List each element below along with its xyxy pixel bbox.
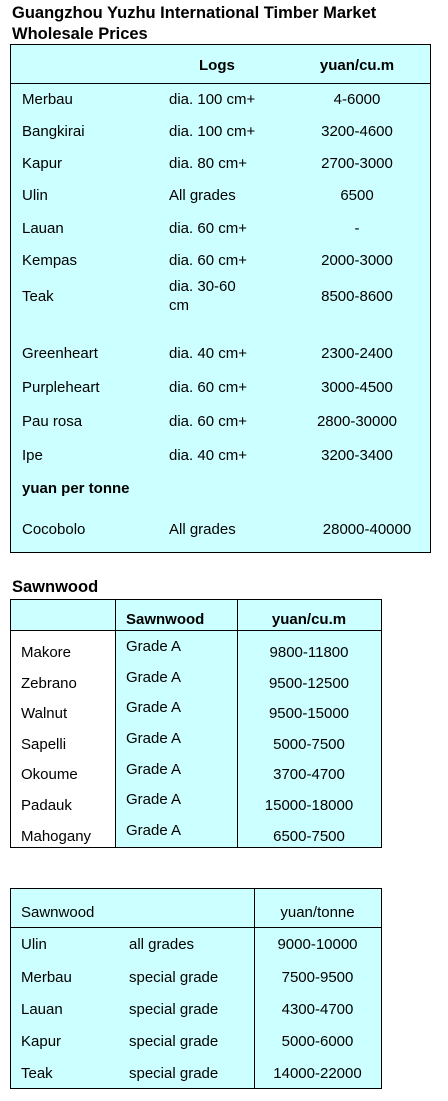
species-name: Pau rosa [22, 413, 83, 430]
species-name: Ipe [22, 447, 43, 464]
tonne-header-unit: yuan/tonne [280, 904, 355, 921]
price-range: 5000-7500 [273, 736, 345, 753]
log-size: dia. 100 cm+ [169, 123, 256, 140]
price-range: 6500-7500 [273, 828, 345, 845]
species-name: Cocobolo [22, 521, 86, 538]
species-name: Kapur [21, 1033, 62, 1050]
species-name: Lauan [21, 1001, 63, 1018]
species-name: Purpleheart [22, 379, 100, 396]
price-range: 14000-22000 [273, 1065, 362, 1082]
grade: Grade A [126, 699, 182, 716]
grade: special grade [129, 1033, 219, 1050]
species-name: Sapelli [21, 736, 67, 753]
sawnwood-header-grade: Sawnwood [126, 611, 205, 628]
tonne-header-label: Sawnwood [21, 904, 95, 921]
sawnwood-tonne-table [10, 888, 382, 1089]
price-range: 2700-3000 [321, 155, 393, 172]
log-size: dia. 60 cm+ [169, 413, 247, 430]
tonne-border-right [381, 888, 382, 1089]
sawnwood-table [10, 599, 382, 849]
price-range: 6500 [340, 187, 374, 204]
grade: special grade [129, 1001, 219, 1018]
grade: special grade [129, 969, 219, 986]
price-range: 3200-4600 [321, 123, 393, 140]
price-range: 4300-4700 [281, 1001, 354, 1018]
price-range: 2000-3000 [321, 252, 393, 269]
price-range: 4-6000 [333, 91, 381, 108]
species-name: Padauk [21, 797, 72, 814]
price-range: 7500-9500 [281, 969, 354, 986]
grade: Grade A [126, 761, 182, 778]
species-name: Lauan [22, 220, 64, 237]
price-range: 5000-6000 [281, 1033, 354, 1050]
price-range: 9500-15000 [268, 705, 350, 722]
species-name: Kapur [22, 155, 63, 172]
price-range: 28000-40000 [322, 521, 412, 538]
logs-header-unit: yuan/cu.m [319, 57, 395, 74]
grade: Grade A [126, 822, 182, 839]
log-size: All grades [169, 521, 236, 538]
species-name: Merbau [22, 91, 73, 108]
price-range: 9800-11800 [269, 644, 349, 661]
log-size: dia. 40 cm+ [169, 345, 247, 362]
tonne-border-top [10, 888, 382, 889]
grade: Grade A [126, 791, 182, 808]
sawnwood-header-unit: yuan/cu.m [271, 611, 347, 628]
sawnwood-header-divider [10, 630, 382, 631]
log-size: dia. 30-60 [169, 278, 236, 295]
price-range: 3200-3400 [321, 447, 393, 464]
log-size: dia. 60 cm+ [169, 379, 247, 396]
price-range: 9500-12500 [268, 675, 350, 692]
sawnwood-border-left [10, 599, 11, 848]
tonne-border-bottom [10, 1088, 382, 1089]
species-name: Ulin [22, 187, 48, 204]
species-name: Teak [21, 1065, 53, 1082]
logs-header-logs: Logs [199, 57, 235, 74]
sawnwood-border-right [381, 599, 382, 848]
logs-table [10, 44, 431, 553]
logs-header-divider [11, 83, 430, 84]
species-name: Zebrano [21, 675, 77, 692]
species-name: Walnut [21, 705, 68, 722]
per-tonne-subheading: yuan per tonne [22, 480, 130, 497]
sawnwood-col-divider-1 [115, 599, 116, 848]
price-range: - [354, 220, 360, 237]
price-range: 9000-10000 [277, 936, 358, 953]
species-name: Mahogany [21, 828, 92, 845]
tonne-border-left [10, 888, 11, 1089]
species-name: Ulin [21, 936, 47, 953]
grade: Grade A [126, 730, 182, 747]
grade: special grade [129, 1065, 219, 1082]
page-title [12, 3, 376, 45]
price-range: 2300-2400 [321, 345, 393, 362]
log-size: dia. 80 cm+ [169, 155, 247, 172]
grade: Grade A [126, 669, 182, 686]
log-size: dia. 60 cm+ [169, 220, 247, 237]
species-name: Kempas [22, 252, 78, 269]
page-title-line2: Wholesale Prices [12, 25, 148, 43]
species-name: Greenheart [22, 345, 98, 362]
species-name: Okoume [21, 766, 78, 783]
page-title-line1: Guangzhou Yuzhu International Timber Market [12, 4, 377, 22]
grade: Grade A [126, 638, 182, 655]
log-size: dia. 60 cm+ [169, 252, 247, 269]
sawnwood-border-top [10, 599, 382, 600]
species-name: Makore [21, 644, 72, 661]
price-range: 3000-4500 [321, 379, 393, 396]
sawnwood-border-bottom [10, 847, 382, 848]
price-range: 2800-30000 [316, 413, 398, 430]
species-name: Bangkirai [22, 123, 85, 140]
price-range: 15000-18000 [264, 797, 354, 814]
grade: all grades [129, 936, 195, 953]
log-size-wrap: cm [169, 297, 189, 314]
species-name: Teak [22, 288, 54, 305]
log-size: dia. 40 cm+ [169, 447, 247, 464]
log-size: All grades [169, 187, 236, 204]
price-range: 3700-4700 [273, 766, 345, 783]
price-range: 8500-8600 [321, 288, 393, 305]
sawnwood-title: Sawnwood [12, 578, 99, 596]
log-size: dia. 100 cm+ [169, 91, 256, 108]
species-name: Merbau [21, 969, 72, 986]
tonne-header-divider [10, 927, 382, 928]
